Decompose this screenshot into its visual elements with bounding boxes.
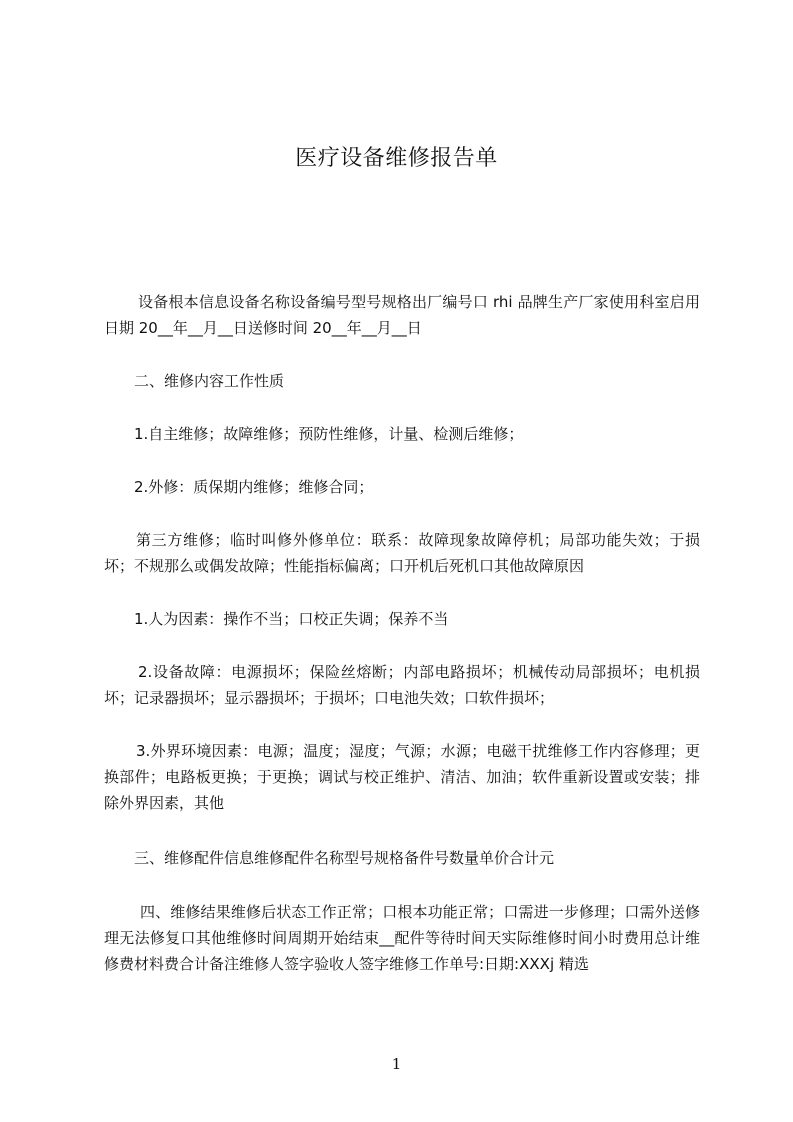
- paragraph-human-factors: 1.人为因素：操作不当；口校正失调；保养不当: [134, 610, 449, 628]
- section-heading-parts-info: 三、维修配件信息维修配件名称型号规格备件号数量单价合计元: [134, 849, 555, 867]
- paragraph-third-party-repair: 第三方维修；临时叫修外修单位：联系：故障现象故障停机；局部功能失效；于损坏；不规那么或偶发故障；性能指标偏离；口开机后死机口其他故障原因: [104, 531, 700, 575]
- paragraph-environment-factors: 3.外界环境因素：电源；温度；湿度；气源；水源；电磁干扰维修工作内容修理；更换部件；电路板更换；于更换；调试与校正维护、清洁、加油；软件重新设置或安装；排除外界因素，其他: [104, 742, 700, 812]
- section-heading-work-nature: 二、维修内容工作性质: [134, 372, 285, 390]
- paragraph-equipment-fault: 2.设备故障：电源损坏；保险丝熔断；内部电路损坏；机械传动局部损坏；电机损坏；记录器损坏；显示器损坏；于损坏；口电池失效；口软件损坏；: [104, 663, 700, 707]
- document-title: 医疗设备维修报告单: [295, 146, 498, 171]
- page-number: 1: [391, 1055, 402, 1073]
- paragraph-self-repair: 1.自主维修；故障维修；预防性维修，计量、检测后维修；: [134, 425, 524, 443]
- paragraph-repair-result: 四、维修结果维修后状态工作正常；口根本功能正常；口需进一步修理；口需外送修理无法修复口其他维修时间周期开始结束__配件等待时间天实际维修时间小时费用总计维修费材料费合计备注维修人签字验收人签字维修工作单号:日期:XXXj 精选: [104, 903, 700, 973]
- paragraph-basic-info: 设备根本信息设备名称设备编号型号规格出厂编号口 rhi 品牌生产厂家使用科室启用日期 20__年__月__日送修时间 20__年__月__日: [104, 293, 700, 337]
- paragraph-external-repair: 2.外修：质保期内维修；维修合同；: [134, 478, 374, 496]
